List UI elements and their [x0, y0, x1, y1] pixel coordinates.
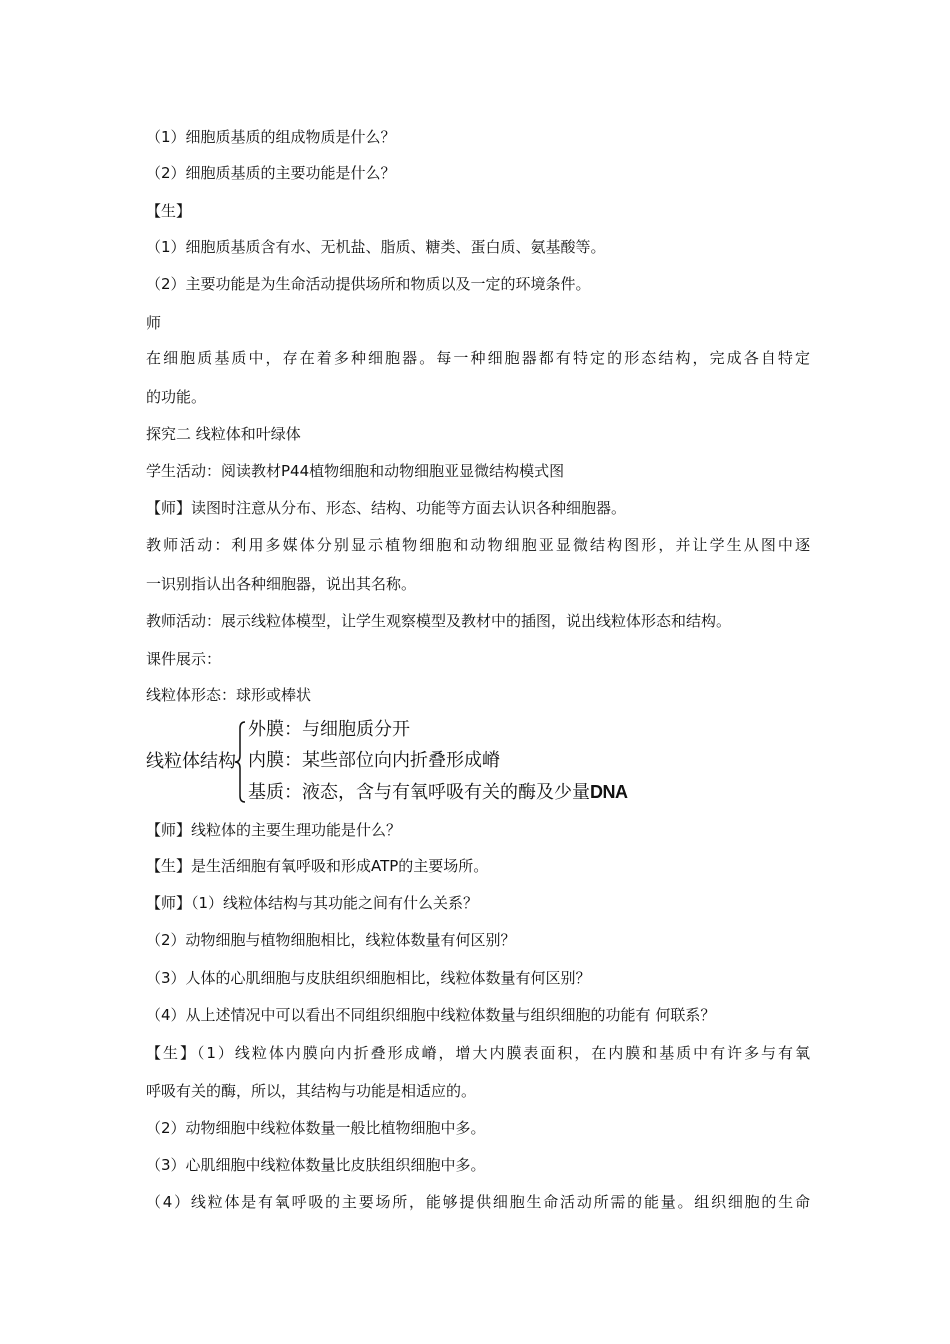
speaker-label: 师: [146, 314, 162, 332]
paragraph-line: 的功能。: [146, 388, 207, 406]
speaker-label: 【生】: [146, 202, 192, 220]
question-line: （2）细胞质基质的主要功能是什么？: [146, 164, 396, 182]
activity-line: 教师活动：利用多媒体分别显示植物细胞和动物细胞亚显微结构图形，并让学生从图中逐: [146, 536, 810, 554]
structure-label: 线粒体结构: [146, 751, 236, 772]
answer-line: （1）细胞质基质含有水、无机盐、脂质、糖类、蛋白质、氨基酸等。: [146, 238, 606, 256]
teacher-line: 【师】（1）线粒体结构与其功能之间有什么关系？: [146, 894, 479, 912]
paragraph-line: 在细胞质基质中，存在着多种细胞器。每一种细胞器都有特定的形态结构，完成各自特定: [146, 349, 810, 367]
answer-line: （2）动物细胞中线粒体数量一般比植物细胞中多。: [146, 1119, 486, 1137]
question-line: （2）动物细胞与植物细胞相比，线粒体数量有何区别？: [146, 931, 516, 949]
morphology-line: 线粒体形态：球形或棒状: [146, 686, 312, 704]
student-line: 【生】是生活细胞有氧呼吸和形成ATP的主要场所。: [146, 857, 489, 875]
teacher-line: 【师】线粒体的主要生理功能是什么？: [146, 821, 402, 839]
answer-line: （2）主要功能是为生命活动提供场所和物质以及一定的环境条件。: [146, 275, 591, 293]
brace-icon: [234, 720, 246, 804]
activity-line: 教师活动：展示线粒体模型，让学生观察模型及教材中的插图，说出线粒体形态和结构。: [146, 612, 732, 630]
answer-line: （3）心肌细胞中线粒体数量比皮肤组织细胞中多。: [146, 1156, 486, 1174]
courseware-label: 课件展示：: [146, 650, 222, 668]
question-line: （3）人体的心肌细胞与皮肤组织细胞相比，线粒体数量有何区别？: [146, 969, 591, 987]
section-heading: 探究二 线粒体和叶绿体: [146, 425, 301, 443]
answer-line: 呼吸有关的酶，所以，其结构与功能是相适应的。: [146, 1082, 477, 1100]
structure-item-inner-membrane: 内膜：某些部位向内折叠形成嵴: [248, 750, 500, 771]
structure-item-matrix: [248, 780, 628, 805]
teacher-line: 【师】读图时注意从分布、形态、结构、功能等方面去认识各种细胞器。: [146, 499, 627, 517]
question-line: （4）从上述情况中可以看出不同组织细胞中线粒体数量与组织细胞的功能有 何联系？: [146, 1006, 716, 1024]
student-line: 【生】（1）线粒体内膜向内折叠形成嵴，增大内膜表面积，在内膜和基质中有许多与有氧: [146, 1044, 810, 1062]
dna-text: DNA: [590, 782, 628, 802]
activity-line: 学生活动：阅读教材P44植物细胞和动物细胞亚显微结构模式图: [146, 462, 565, 480]
answer-line: （4）线粒体是有氧呼吸的主要场所，能够提供细胞生命活动所需的能量。组织细胞的生命: [146, 1193, 810, 1211]
matrix-text: 基质：液态，含与有氧呼吸有关的酶及少量: [248, 782, 590, 803]
structure-item-outer-membrane: 外膜：与细胞质分开: [248, 719, 410, 740]
activity-line: 一识别指认出各种细胞器，说出其名称。: [146, 575, 417, 593]
question-line: （1）细胞质基质的组成物质是什么？: [146, 128, 396, 146]
